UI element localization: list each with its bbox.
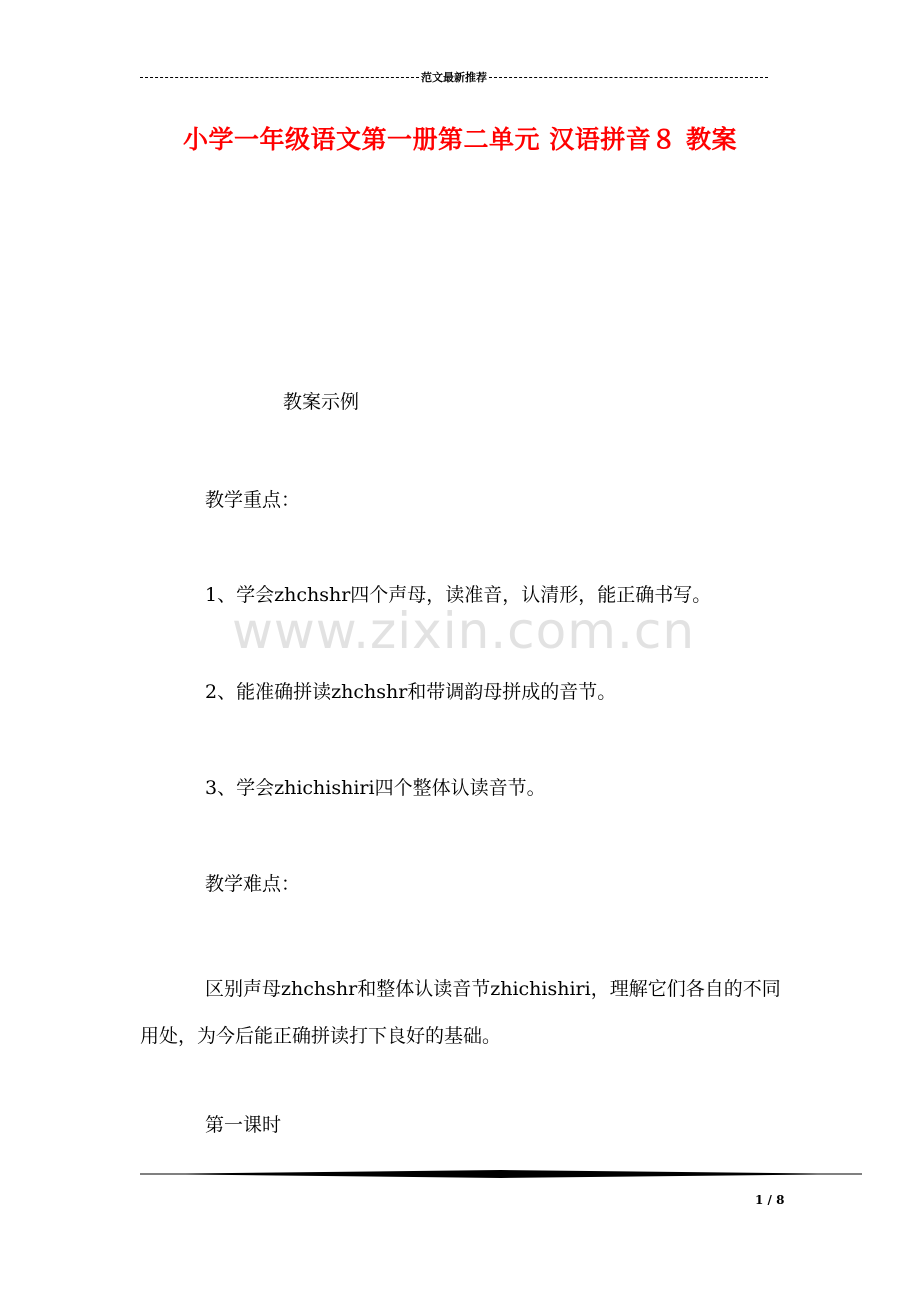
header-dash-left bbox=[140, 77, 419, 78]
section-heading-first-lesson: 第一课时 bbox=[205, 1114, 282, 1136]
page-number: 1 / 8 bbox=[755, 1193, 785, 1207]
key-point-3: 3、学会zhichishiri四个整体认读音节。 bbox=[205, 777, 546, 799]
footer-rule bbox=[140, 1168, 862, 1180]
key-point-2: 2、能准确拼读zhchshr和带调韵母拼成的音节。 bbox=[205, 681, 617, 703]
section-heading-difficulties: 教学难点： bbox=[205, 873, 301, 895]
section-heading-example: 教案示例 bbox=[283, 391, 360, 413]
watermark: www.zixin.com.cn bbox=[232, 602, 696, 660]
difficulty-paragraph: 区别声母zhchshr和整体认读音节zhichishiri，理解它们各自的不同用处，为今后能正确拼读打下良好的基础。 bbox=[140, 978, 781, 1047]
header-label: 范文最新推荐 bbox=[421, 71, 487, 84]
page-header bbox=[140, 68, 768, 86]
section-heading-key-points: 教学重点： bbox=[205, 489, 301, 511]
key-point-1: 1、学会zhchshr四个声母，读准音，认清形，能正确书写。 bbox=[205, 584, 712, 606]
document-title: 小学一年级语文第一册第二单元 汉语拼音８ 教案 bbox=[183, 125, 737, 154]
header-dash-right bbox=[489, 77, 768, 78]
